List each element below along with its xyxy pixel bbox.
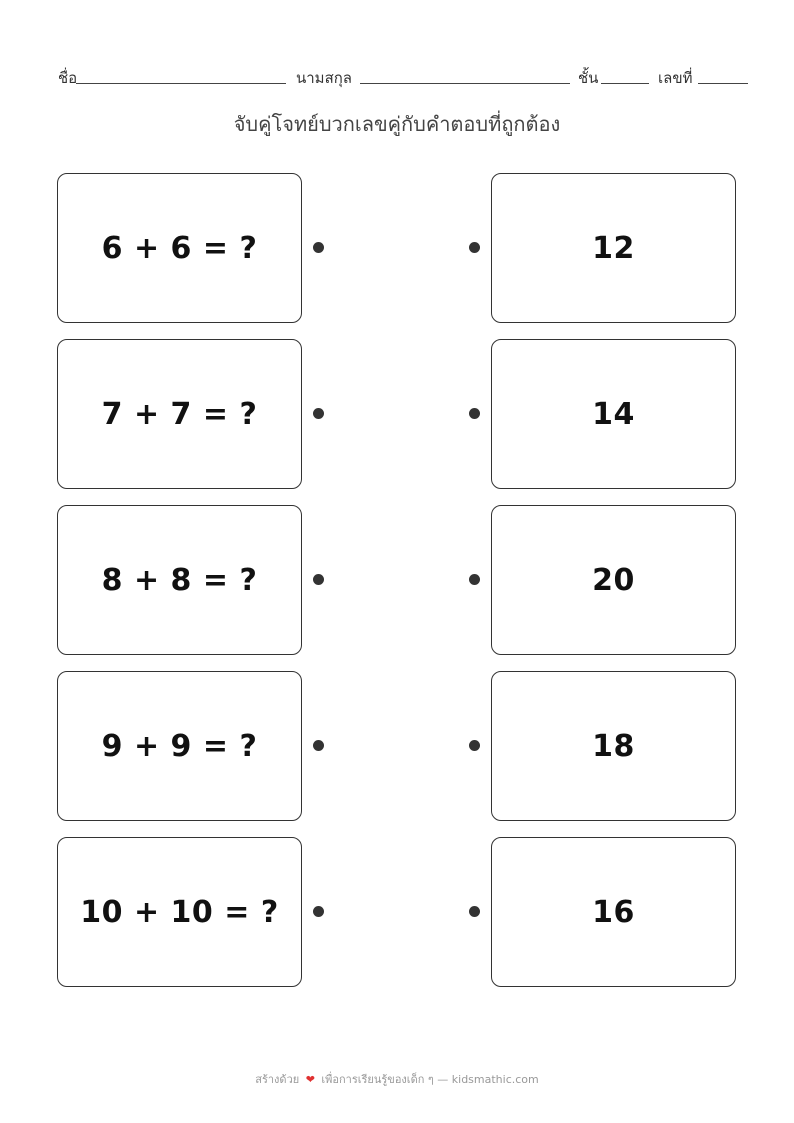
question-card: 8 + 8 = ? <box>57 505 302 655</box>
question-card: 10 + 10 = ? <box>57 837 302 987</box>
class-label: ชั้น <box>578 69 599 87</box>
question-connector-dot[interactable] <box>313 408 324 419</box>
surname-label: นามสกุล <box>296 69 352 87</box>
name-label: ชื่อ <box>58 69 78 87</box>
class-field[interactable] <box>601 83 649 84</box>
answer-card: 16 <box>491 837 736 987</box>
question-connector-dot[interactable] <box>313 906 324 917</box>
student-info-line <box>58 66 748 88</box>
heart-icon: ❤ <box>305 1073 315 1086</box>
answer-connector-dot[interactable] <box>469 408 480 419</box>
question-card: 7 + 7 = ? <box>57 339 302 489</box>
answer-card: 14 <box>491 339 736 489</box>
footer-text-before: สร้างด้วย <box>255 1073 300 1086</box>
footer-credit <box>0 1070 794 1088</box>
question-card: 6 + 6 = ? <box>57 173 302 323</box>
surname-field[interactable] <box>360 83 570 84</box>
answer-connector-dot[interactable] <box>469 906 480 917</box>
answer-connector-dot[interactable] <box>469 242 480 253</box>
name-field[interactable] <box>76 83 286 84</box>
answer-connector-dot[interactable] <box>469 740 480 751</box>
answer-connector-dot[interactable] <box>469 574 480 585</box>
answer-card: 20 <box>491 505 736 655</box>
number-field[interactable] <box>698 83 748 84</box>
answer-card: 18 <box>491 671 736 821</box>
number-label: เลขที่ <box>658 69 693 87</box>
question-connector-dot[interactable] <box>313 740 324 751</box>
answer-card: 12 <box>491 173 736 323</box>
question-card: 9 + 9 = ? <box>57 671 302 821</box>
question-connector-dot[interactable] <box>313 242 324 253</box>
worksheet-title: จับคู่โจทย์บวกเลขคู่กับคำตอบที่ถูกต้อง <box>233 112 561 136</box>
footer-text-after: เพื่อการเรียนรู้ของเด็ก ๆ — kidsmathic.com <box>321 1073 539 1086</box>
question-connector-dot[interactable] <box>313 574 324 585</box>
